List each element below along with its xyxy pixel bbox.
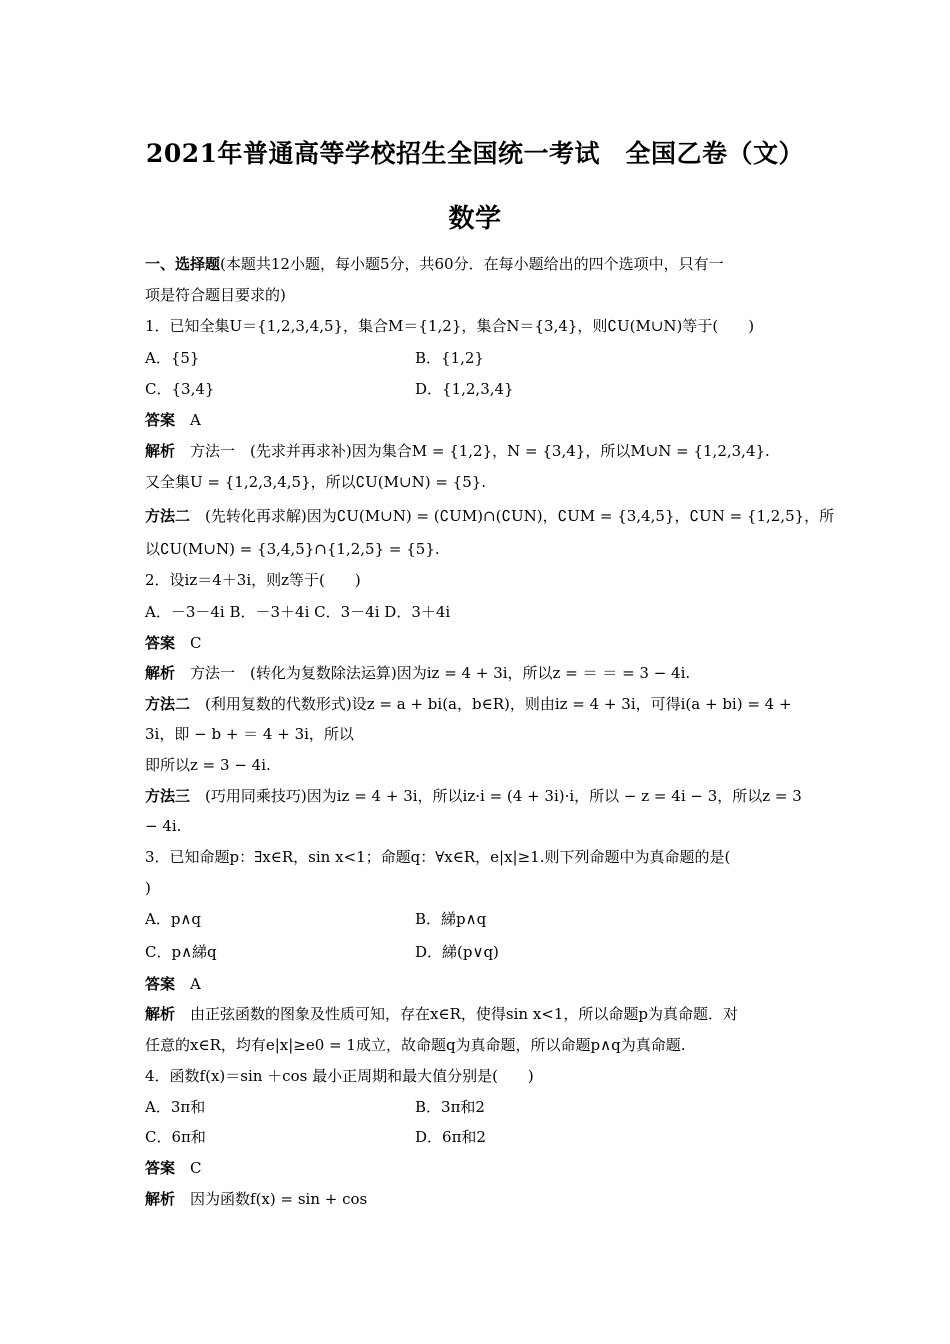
answer-label: 答案 xyxy=(145,975,176,993)
q3-stem-1: 3．已知命题p：∃x∈R，sin x<1；命题q：∀x∈R，e|x|≥1.则下列命题中为真命题的是( xyxy=(145,848,731,866)
answer-label: 答案 xyxy=(145,1159,176,1177)
q4-analysis-1 xyxy=(145,1189,367,1209)
subject-title: 数学 xyxy=(448,204,502,234)
q2-analysis-1 xyxy=(145,663,690,683)
q3-option-a: A．p∧q xyxy=(145,910,202,928)
q1-analysis-3 xyxy=(145,506,834,526)
answer-value: C xyxy=(190,634,202,652)
method-label: 方法二 xyxy=(145,695,191,713)
section-intro-line-2: 项是符合题目要求的) xyxy=(145,286,286,304)
q3-option-b: B．綈p∧q xyxy=(415,910,487,928)
answer-value: A xyxy=(190,975,201,993)
analysis-text: (利用复数的代数形式)设z = a + bi(a，b∈R)，则由iz = 4 + 3i，可得i(a + bi) = 4 + xyxy=(205,695,792,713)
section-intro-line-1 xyxy=(145,254,724,274)
q1-option-b: B．{1,2} xyxy=(415,349,484,367)
q4-stem: 4．函数f(x)＝sin ＋cos 最小正周期和最大值分别是( ) xyxy=(145,1067,534,1085)
analysis-text: 因为函数f(x) = sin + cos xyxy=(190,1190,368,1208)
q1-option-d: D．{1,2,3,4} xyxy=(415,380,514,398)
q4-option-b: B．3π和2 xyxy=(415,1098,485,1116)
method-label: 方法二 xyxy=(145,507,191,525)
page-title: 2021年普通高等学校招生全国统一考试 全国乙卷（文） xyxy=(145,139,805,168)
q4-answer xyxy=(145,1158,202,1178)
q2-stem: 2．设iz＝4＋3i，则z等于( ) xyxy=(145,571,361,589)
analysis-text: 方法一 (先求并再求补)因为集合M = {1,2}，N = {3,4}，所以M∪N = {1,2,3,4}. xyxy=(190,442,770,460)
q3-answer xyxy=(145,974,201,994)
q4-option-c: C．6π和 xyxy=(145,1128,206,1146)
q2-analysis-5 xyxy=(145,786,802,806)
q1-analysis-1 xyxy=(145,441,770,461)
analysis-text: (巧用同乘技巧)因为iz = 4 + 3i，所以iz·i = (4 + 3i)·i，所以 − z = 4i − 3，所以z = 3 xyxy=(205,787,802,805)
section-heading: 一、选择题 xyxy=(145,255,221,273)
analysis-text: 由正弦函数的图象及性质可知，存在x∈R，使得sin x<1，所以命题p为真命题．对 xyxy=(190,1005,738,1023)
q1-analysis-2: 又全集U = {1,2,3,4,5}，所以∁U(M∪N) = {5}. xyxy=(145,473,487,491)
q2-analysis-4: 即所以z = 3 − 4i. xyxy=(145,756,271,774)
answer-value: C xyxy=(190,1159,202,1177)
q3-option-c: C．p∧綈q xyxy=(145,943,217,961)
q1-stem: 1．已知全集U＝{1,2,3,4,5}，集合M＝{1,2}，集合N＝{3,4}，则∁U(M∪N)等于( ) xyxy=(145,317,755,335)
q3-option-d: D．綈(p∨q) xyxy=(415,943,499,961)
section-desc: (本题共12小题，每小题5分，共60分．在每小题给出的四个选项中，只有一 xyxy=(220,255,724,273)
answer-label: 答案 xyxy=(145,634,176,652)
q2-answer xyxy=(145,633,202,653)
analysis-text: 方法一 (转化为复数除法运算)因为iz = 4 + 3i，所以z = ＝ ＝ = 3 − 4i. xyxy=(190,664,691,682)
q2-analysis-6: − 4i. xyxy=(145,817,182,835)
analysis-label: 解析 xyxy=(145,442,176,460)
q2-analysis-2 xyxy=(145,694,792,714)
q3-stem-2: ) xyxy=(145,879,151,897)
q3-analysis-2: 任意的x∈R，均有e|x|≥e0 = 1成立，故命题q为真命题，所以命题p∧q为真命题. xyxy=(145,1036,686,1054)
q1-analysis-4: 以∁U(M∪N) = {3,4,5}∩{1,2,5} = {5}. xyxy=(145,540,440,558)
q2-options: A．－3－4i B．－3＋4i C．3－4i D．3＋4i xyxy=(145,603,451,621)
analysis-label: 解析 xyxy=(145,1005,176,1023)
answer-value: A xyxy=(190,411,201,429)
analysis-label: 解析 xyxy=(145,1190,176,1208)
analysis-label: 解析 xyxy=(145,664,176,682)
method-label: 方法三 xyxy=(145,787,191,805)
q1-option-a: A．{5} xyxy=(145,349,200,367)
analysis-text: (先转化再求解)因为∁U(M∪N) = (∁UM)∩(∁UN)，∁UM = {3,4,5}，∁UN = {1,2,5}，所 xyxy=(205,507,835,525)
q3-analysis-1 xyxy=(145,1004,738,1024)
q4-option-a: A．3π和 xyxy=(145,1098,206,1116)
answer-label: 答案 xyxy=(145,411,176,429)
q1-answer xyxy=(145,410,201,430)
q2-analysis-3: 3i，即 − b + ＝ 4 + 3i，所以 xyxy=(145,725,354,743)
q4-option-d: D．6π和2 xyxy=(415,1128,486,1146)
q1-option-c: C．{3,4} xyxy=(145,380,215,398)
